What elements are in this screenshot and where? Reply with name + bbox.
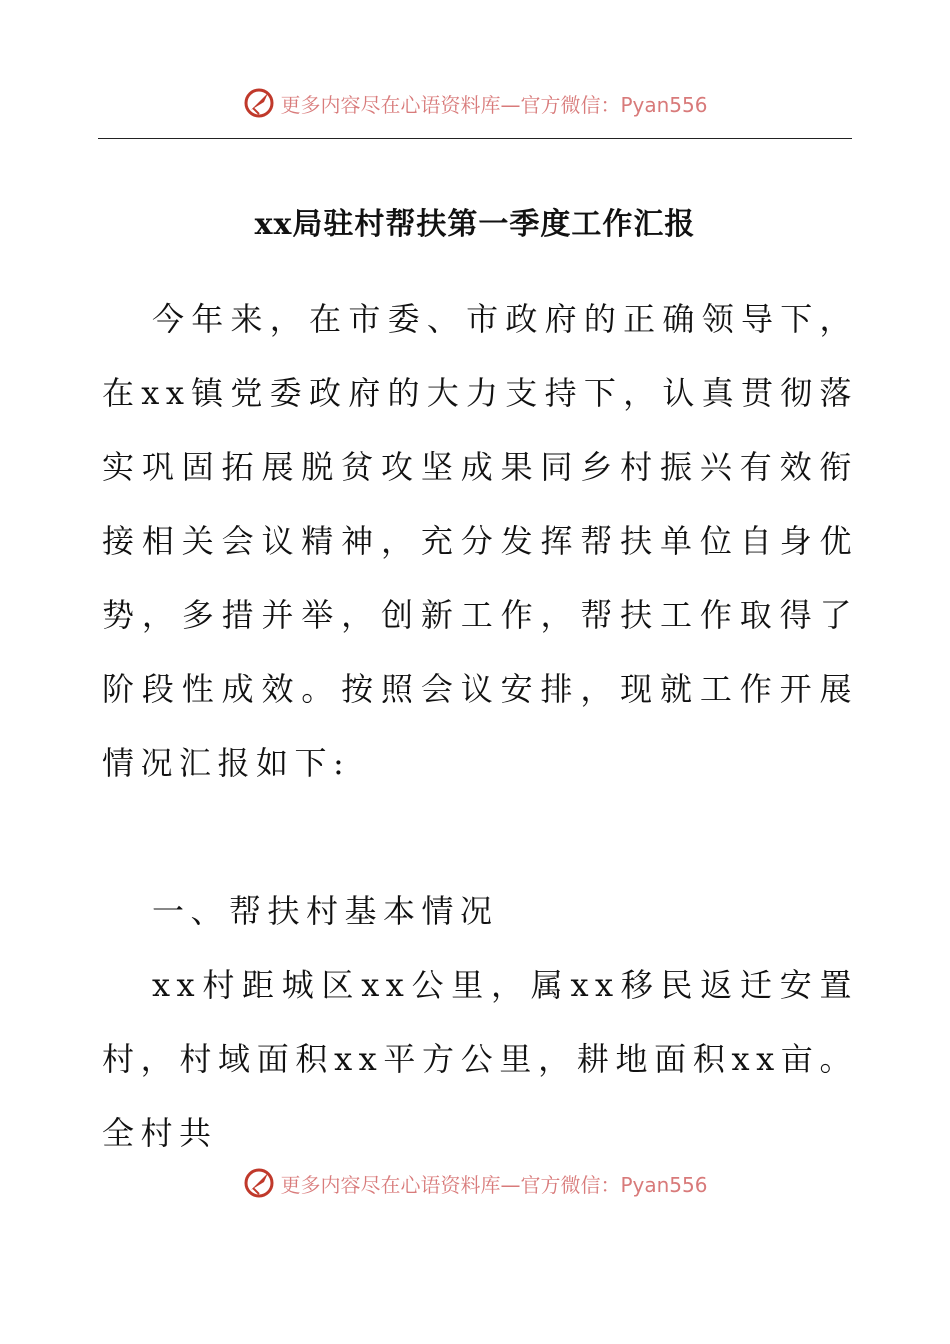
footer-watermark — [0, 1163, 950, 1203]
watermark-text: 更多内容尽在心语资料库—官方微信：Pyan556 — [280, 1172, 708, 1197]
quill-logo-icon — [242, 86, 276, 120]
document-title: xx局驻村帮扶第一季度工作汇报 — [254, 207, 696, 242]
quill-logo-icon — [242, 1166, 276, 1200]
paragraph-intro: 今年来，在市委、市政府的正确领导下，在xx镇党委政府的大力支持下，认真贯彻落实巩固拓展脱贫攻坚成果同乡村振兴有效衔接相关会议精神，充分发挥帮扶单位自身优势，多措并举，创新工作，帮扶工作取得了阶段性成效。按照会议安排，现就工作开展情况汇报如下: — [102, 300, 858, 782]
section-heading-1: 一、帮扶村基本情况 — [152, 892, 499, 930]
paragraph-village-info: xx村距城区xx公里，属xx移民返迁安置村，村域面积xx平方公里，耕地面积xx亩。全村共 — [102, 966, 858, 1152]
header-watermark — [0, 83, 950, 123]
watermark-text: 更多内容尽在心语资料库—官方微信：Pyan556 — [280, 92, 708, 117]
header-divider — [98, 138, 852, 139]
